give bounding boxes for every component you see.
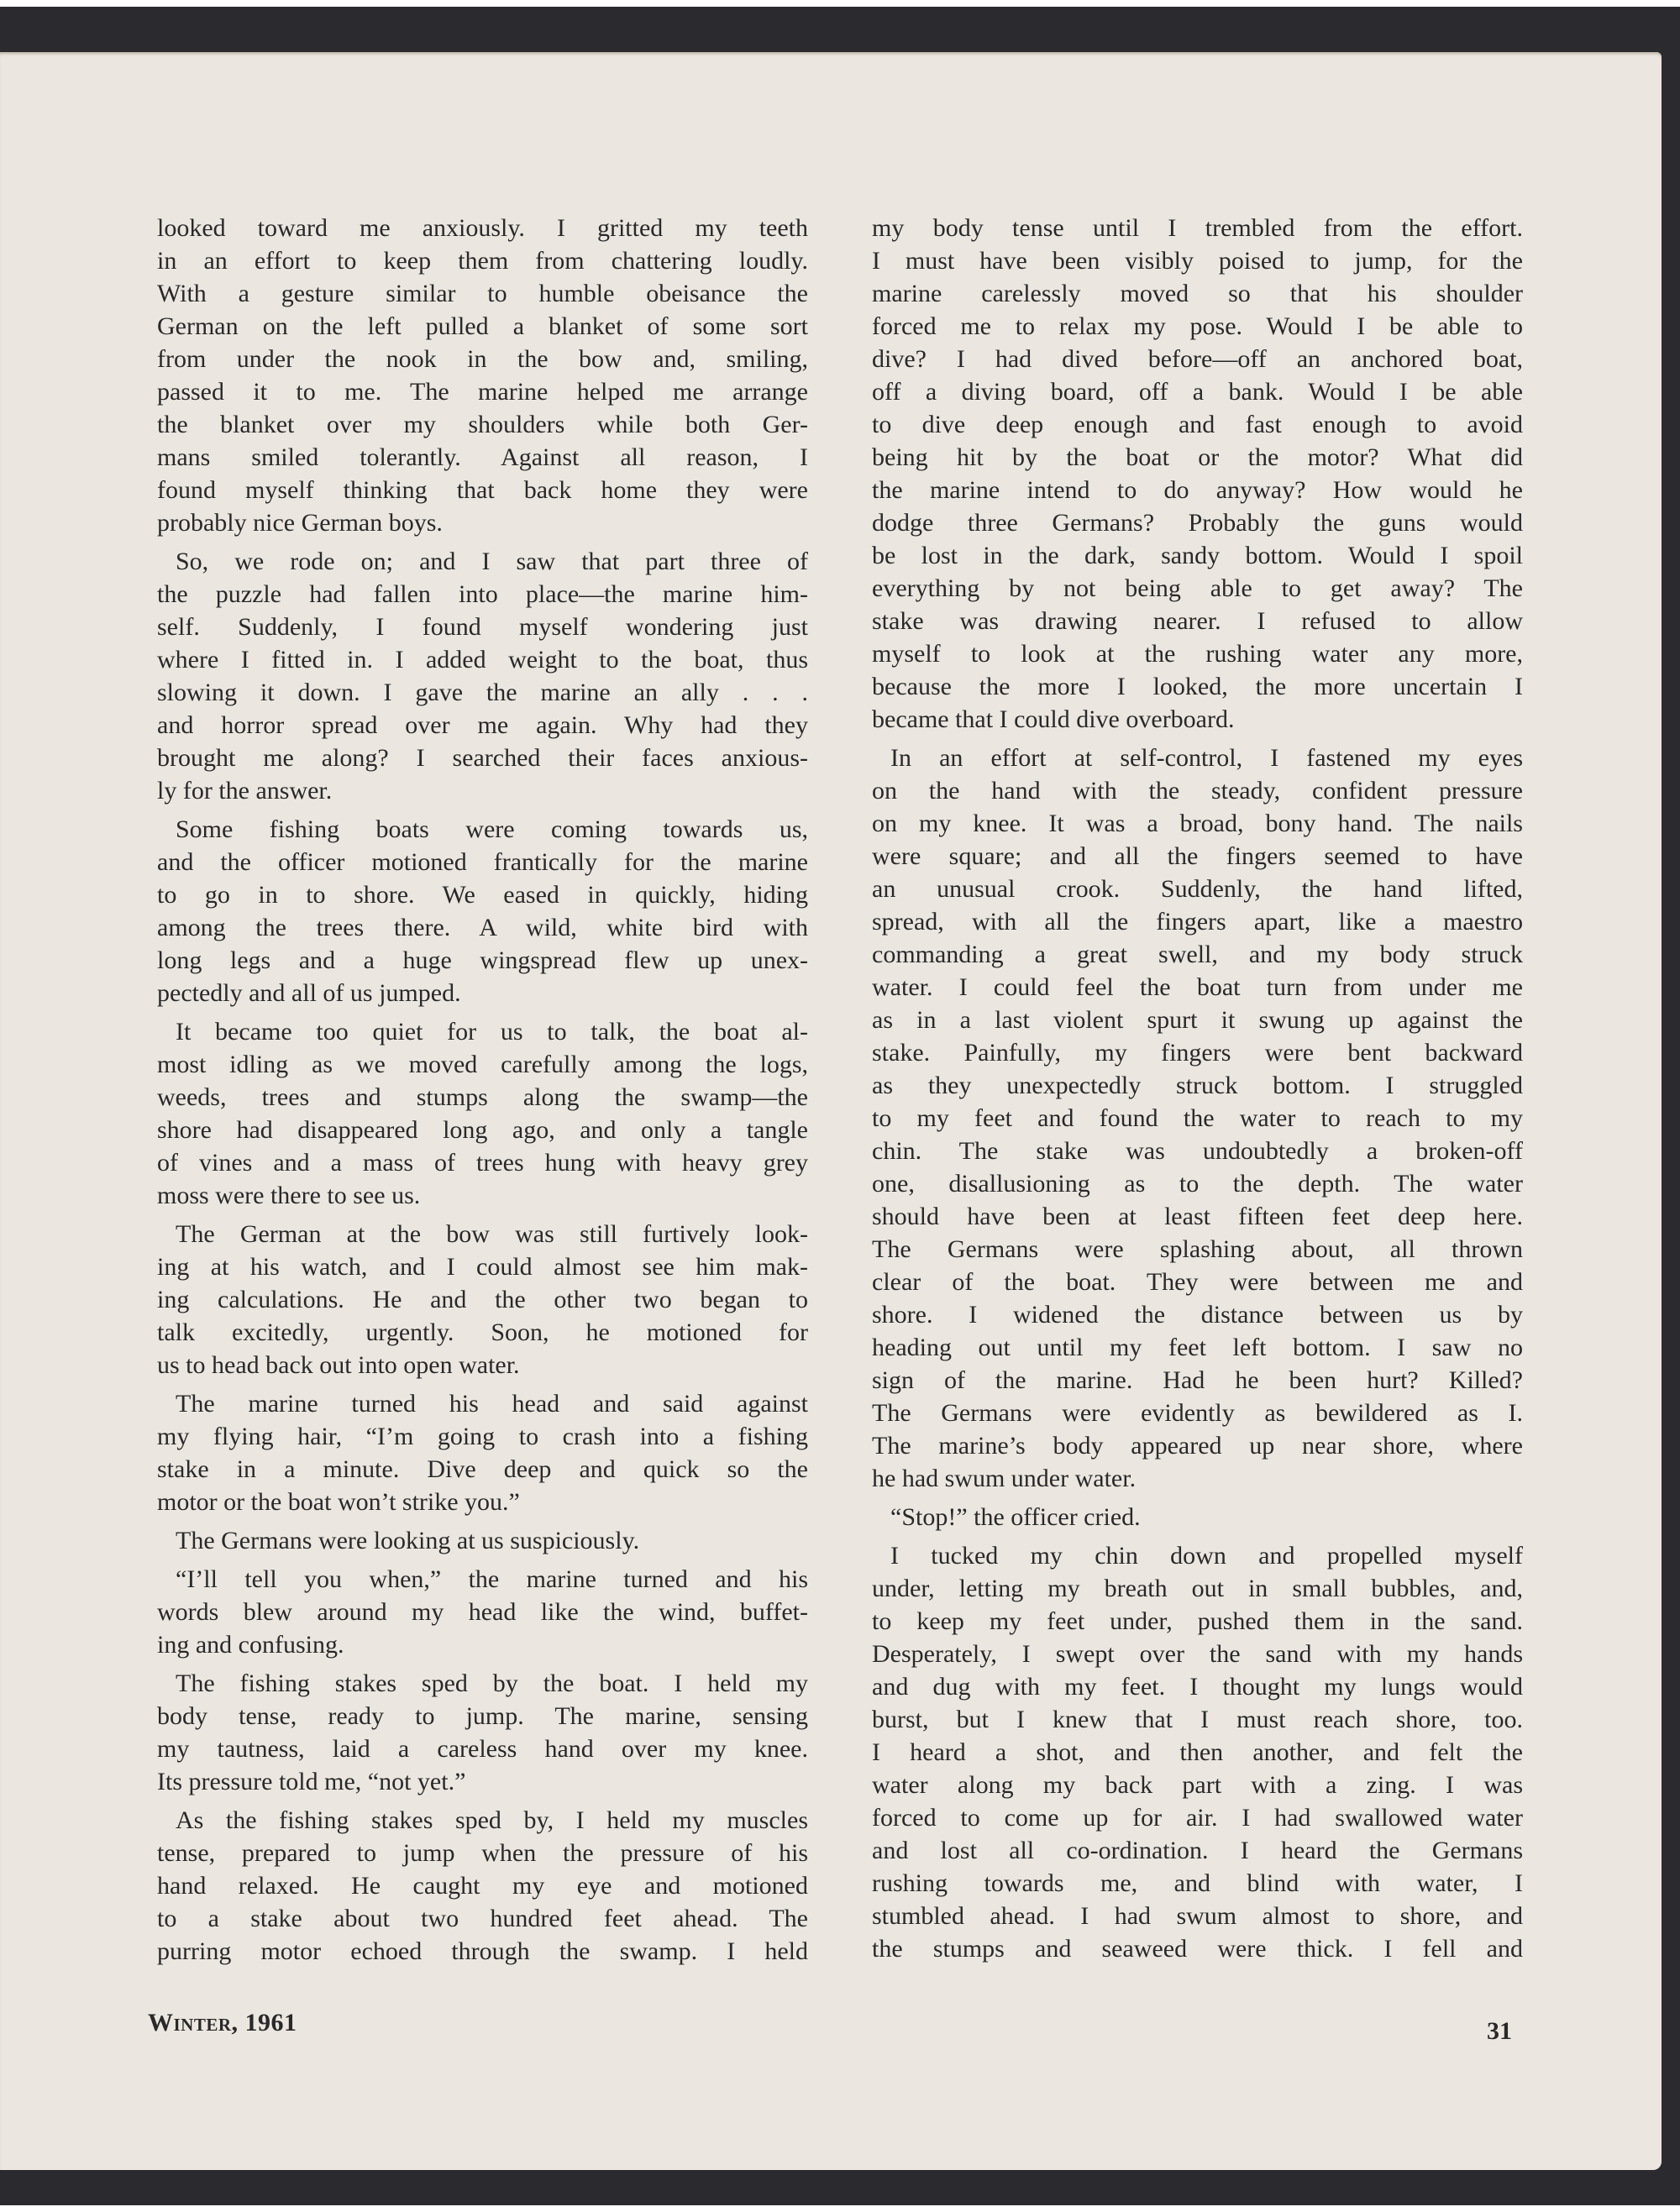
text-line: ing at his watch, and I could almost see him mak- (157, 1253, 808, 1281)
text-line: Desperately, I swept over the sand with my hands (872, 1640, 1523, 1668)
paragraph (157, 1667, 808, 1798)
text-line: In an effort at self-control, I fastened my eyes (890, 744, 1523, 772)
paragraph (872, 1539, 1523, 1965)
text-line: I heard a shot, and then another, and felt the (872, 1738, 1523, 1766)
text-line: among the trees there. A wild, white bird with (157, 914, 808, 941)
text-line: water. I could feel the boat turn from under me (872, 973, 1523, 1001)
text-line: slowing it down. I gave the marine an ally . . . (157, 679, 808, 706)
text-line: myself to look at the rushing water any more, (872, 640, 1523, 668)
text-line: words blew around my head like the wind, buffet- (157, 1598, 808, 1626)
text-line: my body tense until I trembled from the effort. (872, 214, 1523, 242)
text-line: and the officer motioned frantically for the marine (157, 848, 808, 876)
text-line: As the fishing stakes sped by, I held my muscles (176, 1806, 808, 1834)
issue-footer: Winter, 1961 (148, 2009, 297, 2036)
text-line: an unusual crook. Suddenly, the hand lifted, (872, 875, 1523, 903)
text-line: shore. I widened the distance between us by (872, 1301, 1523, 1329)
text-line: the stumps and seaweed were thick. I fell and (872, 1935, 1523, 1963)
text-line: where I fitted in. I added weight to the boat, thus (157, 646, 808, 674)
text-line: my flying hair, “I’m going to crash into a fishing (157, 1423, 808, 1450)
text-line: pectedly and all of us jumped. (157, 979, 461, 1007)
paragraph (157, 545, 808, 807)
text-line: The fishing stakes sped by the boat. I held my (176, 1669, 808, 1697)
text-line: burst, but I knew that I must reach shore, too. (872, 1706, 1523, 1733)
text-line: mans smiled tolerantly. Against all reason, I (157, 443, 808, 471)
paragraph (872, 1501, 1523, 1533)
text-line: of vines and a mass of trees hung with heavy grey (157, 1149, 808, 1177)
text-line: I must have been visibly poised to jump, for the (872, 247, 1523, 275)
text-line: I tucked my chin down and propelled myself (890, 1542, 1523, 1570)
text-line: everything by not being able to get away? The (872, 574, 1523, 602)
text-line: under, letting my breath out in small bubbles, and, (872, 1575, 1523, 1602)
text-line: as they unexpectedly struck bottom. I struggled (872, 1072, 1523, 1099)
text-line: talk excitedly, urgently. Soon, he motioned for (157, 1318, 808, 1346)
paragraph (157, 1563, 808, 1661)
text-line: as in a last violent spurt it swung up against the (872, 1006, 1523, 1034)
text-line: shore had disappeared long ago, and only a tangle (157, 1116, 808, 1144)
text-line: to my feet and found the water to reach to my (872, 1104, 1523, 1132)
text-line: body tense, ready to jump. The marine, sensing (157, 1702, 808, 1730)
text-line: purring motor echoed through the swamp. I held (157, 1937, 808, 1965)
text-line: on my knee. It was a broad, bony hand. The nails (872, 810, 1523, 837)
text-column-right (872, 212, 1523, 1971)
text-line: and horror spread over me again. Why had they (157, 711, 808, 739)
paragraph (157, 1804, 808, 1968)
paragraph (157, 1524, 808, 1557)
text-line: forced to come up for air. I had swallowed water (872, 1804, 1523, 1832)
text-line: hand relaxed. He caught my eye and motioned (157, 1872, 808, 1900)
text-line: forced me to relax my pose. Would I be able to (872, 312, 1523, 340)
paragraph (157, 212, 808, 539)
text-line: commanding a great swell, and my body struck (872, 941, 1523, 968)
paragraph (157, 813, 808, 1009)
text-line: It became too quiet for us to talk, the boat al- (176, 1018, 808, 1046)
text-line: With a gesture similar to humble obeisance the (157, 280, 808, 307)
paragraph (872, 212, 1523, 736)
text-line: self. Suddenly, I found myself wondering just (157, 613, 808, 641)
text-line: heading out until my feet left bottom. I saw no (872, 1334, 1523, 1361)
text-line: chin. The stake was undoubtedly a broken-off (872, 1137, 1523, 1165)
text-line: because the more I looked, the more uncertain I (872, 673, 1523, 700)
text-line: one, disallusioning as to the depth. The water (872, 1170, 1523, 1198)
text-line: dive? I had dived before—off an anchored boat, (872, 345, 1523, 373)
text-line: off a diving board, off a bank. Would I be able (872, 378, 1523, 406)
text-line: found myself thinking that back home they were (157, 476, 808, 504)
text-line: long legs and a huge wingspread flew up unex- (157, 946, 808, 974)
text-line: probably nice German boys. (157, 509, 443, 537)
text-line: the marine intend to do anyway? How would he (872, 476, 1523, 504)
text-line: on the hand with the steady, confident pressure (872, 777, 1523, 805)
text-line: water along my back part with a zing. I was (872, 1771, 1523, 1799)
text-line: stake in a minute. Dive deep and quick so the (157, 1455, 808, 1483)
text-line: he had swum under water. (872, 1465, 1137, 1492)
text-line: ing and confusing. (157, 1631, 344, 1659)
text-line: to dive deep enough and fast enough to avoid (872, 411, 1523, 438)
page-number: 31 (1487, 2017, 1512, 2045)
text-line: stake. Painfully, my fingers were bent backward (872, 1039, 1523, 1067)
text-line: The German at the bow was still furtively look- (176, 1220, 808, 1248)
text-line: The Germans were looking at us suspiciously. (176, 1527, 640, 1554)
text-line: were square; and all the fingers seemed to have (872, 842, 1523, 870)
text-line: ing calculations. He and the other two began to (157, 1286, 808, 1313)
text-line: moss were there to see us. (157, 1182, 421, 1209)
text-column-left (157, 212, 808, 1974)
text-line: in an effort to keep them from chattering loudly. (157, 247, 808, 275)
text-line: motor or the boat won’t strike you.” (157, 1488, 520, 1516)
text-line: to a stake about two hundred feet ahead. The (157, 1905, 808, 1932)
text-line: The Germans were evidently as bewildered as I. (872, 1399, 1523, 1427)
text-line: stake was drawing nearer. I refused to allow (872, 607, 1523, 635)
text-line: dodge three Germans? Probably the guns would (872, 509, 1523, 537)
text-line: be lost in the dark, sandy bottom. Would I spoil (872, 542, 1523, 569)
text-line: rushing towards me, and blind with water, I (872, 1869, 1523, 1897)
text-line: from under the nook in the bow and, smiling, (157, 345, 808, 373)
paragraph (157, 1218, 808, 1381)
text-line: and lost all co-ordination. I heard the Germans (872, 1837, 1523, 1864)
paragraph (157, 1387, 808, 1518)
text-line: brought me along? I searched their faces anxious- (157, 744, 808, 772)
text-line: became that I could dive overboard. (872, 705, 1235, 733)
text-line: tense, prepared to jump when the pressure of his (157, 1839, 808, 1867)
text-line: clear of the boat. They were between me and (872, 1268, 1523, 1296)
text-line: Some fishing boats were coming towards us, (176, 815, 808, 843)
text-line: spread, with all the fingers apart, like a maestro (872, 908, 1523, 936)
text-line: The Germans were splashing about, all thrown (872, 1235, 1523, 1263)
text-line: So, we rode on; and I saw that part three of (176, 548, 808, 575)
text-line: “I’ll tell you when,” the marine turned and his (176, 1565, 808, 1593)
paragraph (872, 742, 1523, 1495)
text-line: The marine turned his head and said against (176, 1390, 808, 1418)
text-line: “Stop!” the officer cried. (890, 1503, 1141, 1531)
text-line: German on the left pulled a blanket of some sort (157, 312, 808, 340)
text-line: marine carelessly moved so that his shoulder (872, 280, 1523, 307)
paragraph (157, 1015, 808, 1212)
text-line: us to head back out into open water. (157, 1351, 520, 1379)
text-line: Its pressure told me, “not yet.” (157, 1768, 466, 1795)
text-line: the puzzle had fallen into place—the marine him- (157, 580, 808, 608)
text-line: most idling as we moved carefully among the logs, (157, 1051, 808, 1078)
text-line: being hit by the boat or the motor? What did (872, 443, 1523, 471)
text-line: The marine’s body appeared up near shore, where (872, 1432, 1523, 1460)
text-line: stumbled ahead. I had swum almost to shore, and (872, 1902, 1523, 1930)
text-line: to go in to shore. We eased in quickly, hiding (157, 881, 808, 909)
text-line: and dug with my feet. I thought my lungs would (872, 1673, 1523, 1701)
magazine-page (0, 52, 1662, 2170)
text-line: sign of the marine. Had he been hurt? Killed? (872, 1366, 1523, 1394)
text-line: the blanket over my shoulders while both Ger- (157, 411, 808, 438)
text-line: weeds, trees and stumps along the swamp—the (157, 1083, 808, 1111)
text-line: my tautness, laid a careless hand over my knee. (157, 1735, 808, 1763)
text-line: to keep my feet under, pushed them in the sand. (872, 1607, 1523, 1635)
text-line: ly for the answer. (157, 777, 333, 805)
text-line: passed it to me. The marine helped me arrange (157, 378, 808, 406)
text-line: looked toward me anxiously. I gritted my teeth (157, 214, 808, 242)
text-line: should have been at least fifteen feet deep here. (872, 1203, 1523, 1230)
